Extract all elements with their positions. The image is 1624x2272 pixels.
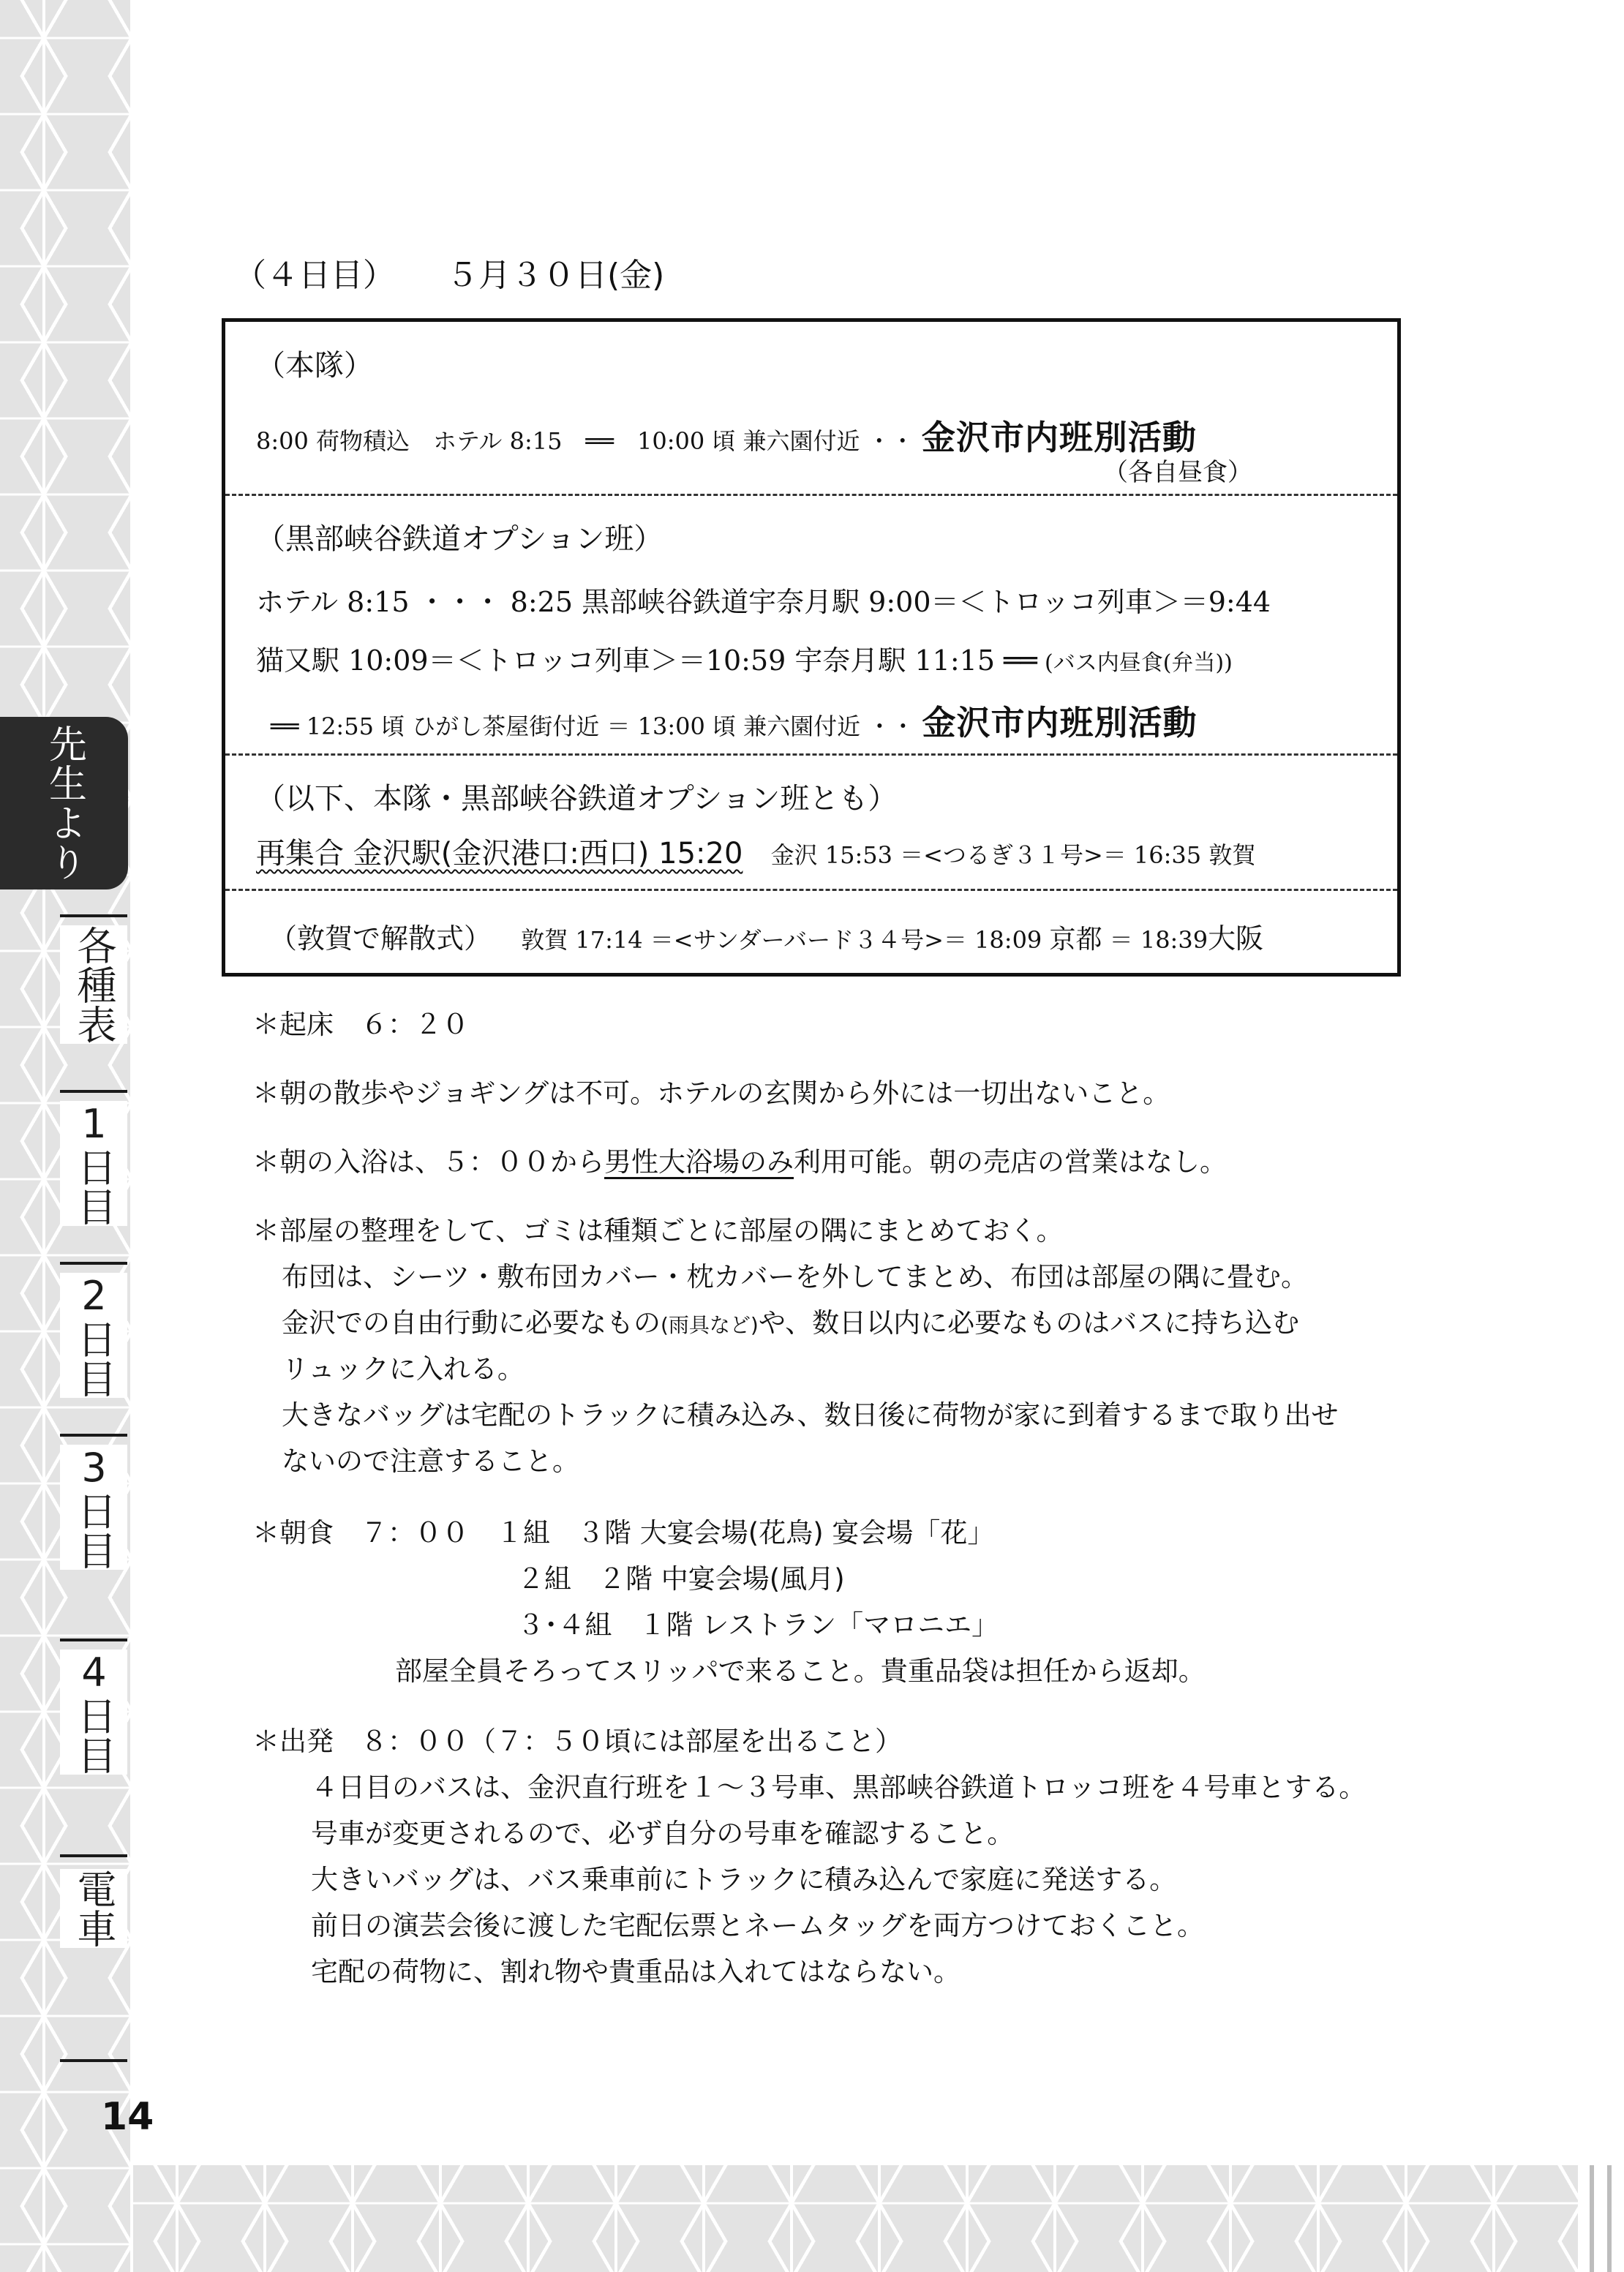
room-note: ＊部屋の整理をして、ゴミは種類ごとに部屋の隅にまとめておく。 (252, 1215, 1064, 1246)
room-note: 布団は、シーツ・敷布団カバー・枕カバーを外してまとめ、布団は部屋の隅に畳む。 (282, 1261, 1309, 1293)
nav-item-day3[interactable] (60, 1445, 127, 1570)
nav-item-day1[interactable] (60, 1101, 127, 1226)
nav-item-day4[interactable] (60, 1650, 127, 1775)
section-divider (225, 753, 1397, 756)
breakfast-note: ３･４組 １階 レストラン「マロニエ」 (517, 1609, 999, 1641)
option-route-line-2 (256, 638, 1233, 678)
page-title (234, 249, 664, 296)
room-note: リュックに入れる。 (282, 1353, 525, 1385)
nav-divider (60, 1262, 127, 1265)
osaka-time: ＝ 18:39 (1109, 926, 1208, 954)
room-note: 大きなバッグは宅配のトラックに積み込み、数日後に荷物が家に到着するまで取り出せ (282, 1399, 1339, 1431)
breakfast-note: ２組 ２階 中宴会場(風月) (517, 1563, 845, 1595)
departure-note: 前日の演芸会後に渡した宅配伝票とネームタッグを両方つけておくこと。 (311, 1910, 1204, 1941)
wake-up-note: ＊起床 ６：２０ (252, 1009, 469, 1040)
room-note: ないので注意すること。 (282, 1445, 579, 1477)
tab-label: 先生より (42, 724, 86, 882)
breakfast-note: 部屋全員そろってスリッパで来ること。貴重品袋は担任から返却。 (395, 1655, 1206, 1687)
joint-heading: （以下、本隊・黒部峡谷鉄道オプション班とも） (256, 782, 898, 816)
page-edge-marks (1578, 2165, 1624, 2272)
nav-item-label: 電車 (71, 1869, 117, 1948)
bath-note-emphasis: 男性大浴場のみ (604, 1146, 794, 1178)
nav-item-label: 2日目 (71, 1273, 117, 1398)
section-divider (225, 494, 1397, 496)
departure-note: ＊出発 ８：００（７：５０頃には部屋を出ること） (252, 1726, 902, 1757)
dismissal-heading: （敦賀で解散式） (269, 922, 492, 955)
day-label: （４日目） (234, 257, 395, 294)
room-note-small: (雨具など) (661, 1313, 759, 1337)
room-note-text: や、数日以内に必要なものはバスに持ち込む (758, 1307, 1300, 1339)
decorative-pattern-bottom (133, 2165, 1578, 2272)
page-number: 14 (101, 2095, 154, 2139)
bus-lunch-note: (バス内昼食(弁当)) (1045, 650, 1233, 676)
departure-note: 大きいバッグは、バス乗車前にトラックに積み込んで家庭に発送する。 (311, 1864, 1177, 1895)
nav-item-label: 各種表 (71, 925, 117, 1044)
kyoto-label: 京都 (1049, 925, 1102, 955)
breakfast-note: ＊朝食 ７：００ １組 ３階 大宴会場(花鳥) 宴会場「花」 (252, 1517, 995, 1549)
nav-divider (60, 1434, 127, 1437)
reassemble-text: 再集合 金沢駅(金沢港口:西口) 15:20 (256, 837, 743, 870)
nav-item-label: 3日目 (71, 1445, 117, 1570)
tsurugi-train: 金沢 15:53 ＝<つるぎ３１号>＝ 16:35 敦賀 (770, 841, 1256, 869)
dismissal-line (269, 916, 1263, 956)
bath-note-text: ＊朝の入浴は、５：００から (252, 1146, 604, 1178)
main-destination: 金沢市内班別活動 (921, 418, 1197, 457)
nav-divider (60, 914, 127, 917)
schedule-box (222, 318, 1401, 977)
nav-item-label: 1日目 (71, 1101, 117, 1226)
thunderbird-train: 敦賀 17:14 ＝<サンダーバード３４号>＝ 18:09 (521, 926, 1042, 954)
nav-divider (60, 1090, 127, 1093)
room-note-text: 金沢での自由行動に必要なもの (282, 1307, 661, 1339)
date-label: ５月３０日(金) (446, 257, 665, 294)
no-walk-note: ＊朝の散歩やジョギングは不可。ホテルの玄関から外には一切出ないこと。 (252, 1077, 1170, 1109)
option-route-text-3: ══ 12:55 頃 ひがし茶屋街付近 ＝ 13:00 頃 兼六園付近 ・・ (271, 712, 915, 740)
option-route-text-2: 猫又駅 10:09＝＜トロッコ列車＞＝10:59 宇奈月駅 11:15 ══ (256, 644, 1037, 677)
lunch-note: （各自昼食） (1103, 458, 1252, 487)
option-group-heading: （黒部峡谷鉄道オプション班） (256, 522, 663, 556)
room-note (282, 1301, 1299, 1340)
nav-item-label: 4日目 (71, 1650, 117, 1775)
option-route-text-1: ホテル 8:15 ・・・ 8:25 黒部峡谷鉄道宇奈月駅 9:00＝＜トロッコ列車＞＝9:44 (256, 586, 1271, 618)
main-route-text: 8:00 荷物積込 ホテル 8:15 ══ 10:00 頃 兼六園付近 ・・ (256, 427, 914, 455)
osaka-label: 大阪 (1208, 922, 1264, 955)
tab-sensei-yori[interactable] (0, 717, 128, 889)
main-route-line (256, 411, 1197, 459)
bath-note-text: 利用可能。朝の売店の営業はなし。 (794, 1146, 1227, 1178)
departure-note: 宅配の荷物に、割れ物や貴重品は入れてはならない。 (311, 1956, 961, 1987)
option-route-line-3 (271, 696, 1198, 745)
nav-divider (60, 1854, 127, 1857)
option-route-line-1 (256, 579, 1271, 620)
nav-divider (60, 2059, 127, 2062)
option-destination: 金沢市内班別活動 (922, 703, 1198, 742)
departure-note: ４日目のバスは、金沢直行班を１～３号車、黒部峡谷鉄道トロッコ班を４号車とする。 (311, 1772, 1367, 1803)
side-nav (0, 713, 133, 2085)
main-group-heading: （本隊） (256, 349, 373, 383)
nav-item-train[interactable] (60, 1869, 127, 1948)
section-divider (225, 889, 1397, 891)
reassemble-line (256, 830, 1255, 872)
nav-divider (60, 1639, 127, 1641)
nav-item-day2[interactable] (60, 1273, 127, 1398)
departure-note: 号車が変更されるので、必ず自分の号車を確認すること。 (311, 1818, 1015, 1849)
bath-note (252, 1140, 1227, 1179)
nav-item-kakushuhyo[interactable] (60, 925, 127, 1044)
